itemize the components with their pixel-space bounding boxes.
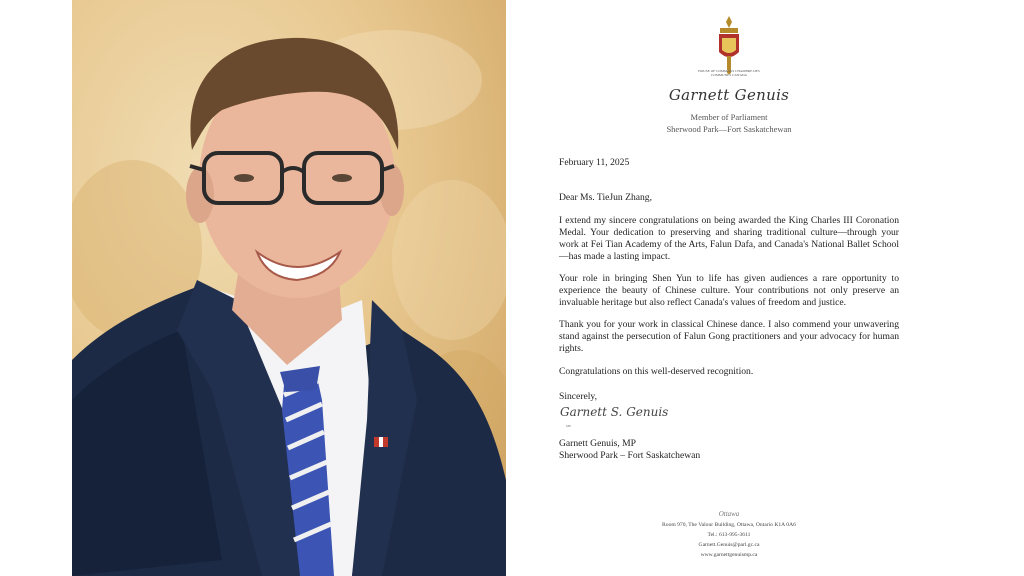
footer-website: www.garnettgenuismp.ca bbox=[700, 552, 758, 558]
letterhead-name: Garnett Genuis bbox=[668, 86, 790, 104]
paragraph-1: I extend my sincere congratulations on being awarded the King Charles III Coronation Medal. Your dedication to preserving and sharing traditional culture—through your work at Fei Tian Academy of the Arts, Falun Dafa, and Canada's National Ballet School—has made a lasting impact. bbox=[559, 215, 899, 263]
portrait-photo bbox=[72, 0, 506, 576]
footer-telephone: Tel.: 613-995-3611 bbox=[707, 532, 751, 538]
footer-city: Ottawa bbox=[718, 510, 740, 518]
paragraph-3: Thank you for your work in classical Chinese dance. I also commend your unwavering stand against the persecution of Falun Gong practitioners and your advocacy for human rights. bbox=[559, 319, 899, 355]
footer-address: Room 970, The Valour Building, Ottawa, Ontario K1A 0A6 bbox=[662, 522, 796, 528]
footer-email: Garnett.Genuis@parl.gc.ca bbox=[698, 542, 760, 548]
signoff-name: Garnett Genuis, MP bbox=[559, 438, 637, 449]
signoff-riding: Sherwood Park – Fort Saskatchewan bbox=[559, 450, 701, 461]
letter-date: February 11, 2025 bbox=[559, 157, 630, 168]
letterhead-title: Member of Parliament bbox=[690, 112, 768, 122]
letterhead-riding: Sherwood Park—Fort Saskatchewan bbox=[666, 124, 792, 134]
letter bbox=[506, 0, 952, 576]
handwritten-signature: Garnett S. Genuis bbox=[560, 405, 669, 419]
congratulations-line: Congratulations on this well-deserved recognition. bbox=[559, 366, 754, 377]
signature-caption: MP bbox=[566, 424, 572, 428]
crest-caption: HOUSE OF COMMONS CHAMBRE DES COMMUNES CANADA bbox=[698, 69, 760, 77]
closing: Sincerely, bbox=[559, 391, 598, 402]
salutation: Dear Ms. TieJun Zhang, bbox=[559, 192, 653, 203]
house-of-commons-crest-icon bbox=[716, 16, 742, 74]
paragraph-2: Your role in bringing Shen Yun to life has given audiences a rare opportunity to experience the beauty of Chinese culture. Your contributions not only preserve an invaluable heritage but also reflect Canada's values of freedom and justice. bbox=[559, 273, 899, 309]
